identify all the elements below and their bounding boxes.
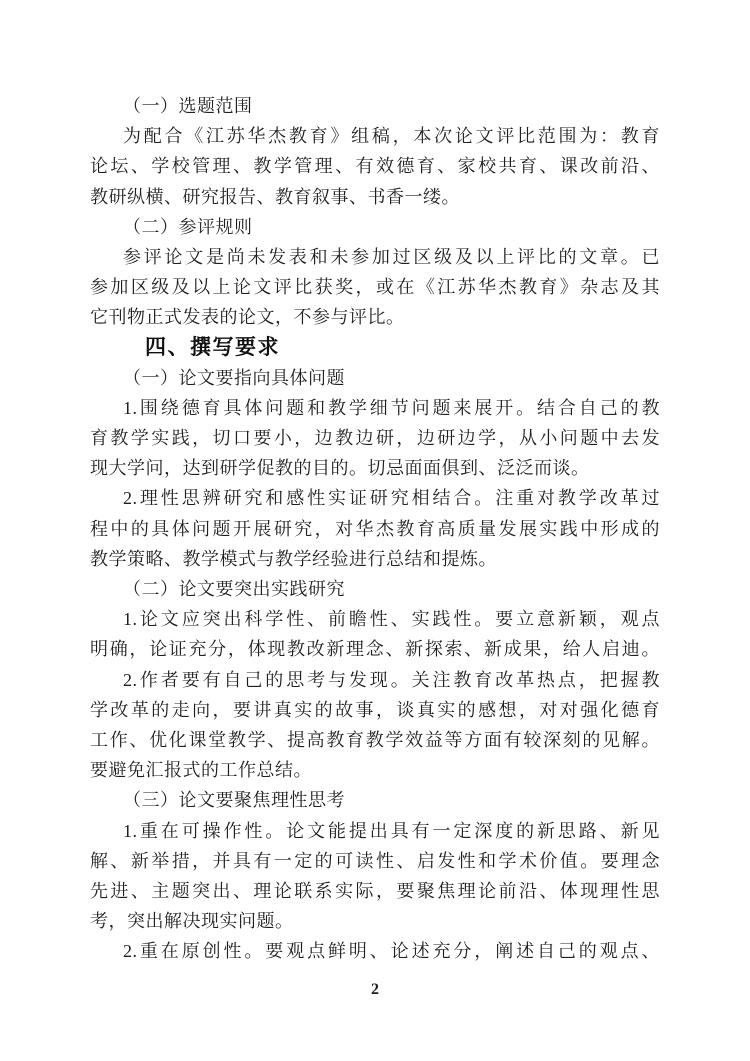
- text-line-20: 2.作者要有自己的思考与发现。关注教育改革热点，把握教: [123, 669, 660, 690]
- text-line-15: 程中的具体问题开展研究，对华杰教育高质量发展实践中形成的: [90, 518, 660, 539]
- text-line-26: 解、新举措，并具有一定的可读性、启发性和学术价值。要理念: [90, 850, 660, 871]
- text-line-14: 2.理性思辨研究和感性实证研究相结合。注重对教学改革过: [123, 488, 660, 509]
- text-line-22: 工作、优化课堂教学、提高教育教学效益等方面有较深刻的见解。: [90, 729, 660, 750]
- text-line-5: （二）参评规则: [123, 216, 253, 237]
- text-line-11: 1.围绕德育具体问题和教学细节问题来展开。结合自己的教: [123, 397, 660, 418]
- text-line-10: （一）论文要指向具体问题: [123, 367, 345, 388]
- text-line-3: 论坛、学校管理、教学管理、有效德育、家校共育、课改前沿、: [90, 156, 660, 177]
- text-line-4: 教研纵横、研究报告、教育叙事、书香一缕。: [90, 186, 460, 207]
- document-body: [90, 91, 660, 966]
- text-line-29: 2.重在原创性。要观点鲜明、论述充分，阐述自己的观点、: [123, 941, 660, 962]
- text-line-27: 先进、主题突出、理论联系实际，要聚焦理论前沿、体现理性思: [90, 880, 660, 901]
- text-line-13: 现大学问，达到研学促教的目的。切忌面面俱到、泛泛而谈。: [90, 458, 590, 479]
- text-line-12: 育教学实践，切口要小，边教边研，边研边学，从小问题中去发: [90, 428, 660, 449]
- text-line-17: （二）论文要突出实践研究: [123, 579, 345, 599]
- text-line-8: 它刊物正式发表的论文，不参与评比。: [90, 307, 405, 328]
- text-line-7: 参加区级及以上论文评比获奖，或在《江苏华杰教育》杂志及其: [90, 277, 660, 298]
- text-line-19: 明确，论证充分，体现教改新理念、新探索、新成果，给人启迪。: [90, 639, 660, 660]
- text-line-23: 要避免汇报式的工作总结。: [90, 760, 312, 781]
- text-line-24: （三）论文要聚焦理性思考: [123, 790, 345, 811]
- text-line-16: 教学策略、教学模式与教学经验进行总结和提炼。: [90, 548, 497, 569]
- text-line-6: 参评论文是尚未发表和未参加过区级及以上评比的文章。已: [123, 246, 660, 267]
- text-line-1: （一）选题范围: [123, 96, 253, 116]
- page-number: 2: [371, 981, 379, 998]
- text-line-28: 考，突出解决现实问题。: [90, 911, 294, 932]
- text-line-25: 1.重在可操作性。论文能提出具有一定深度的新思路、新见: [123, 820, 660, 841]
- text-line-2: 为配合《江苏华杰教育》组稿，本次论文评比范围为：教育: [123, 126, 660, 147]
- text-line-18: 1.论文应突出科学性、前瞻性、实践性。要立意新颖，观点: [123, 609, 660, 630]
- text-line-21: 学改革的走向，要讲真实的故事，谈真实的感想，对对强化德育: [90, 699, 660, 720]
- text-line-9: 四、撰写要求: [145, 335, 280, 359]
